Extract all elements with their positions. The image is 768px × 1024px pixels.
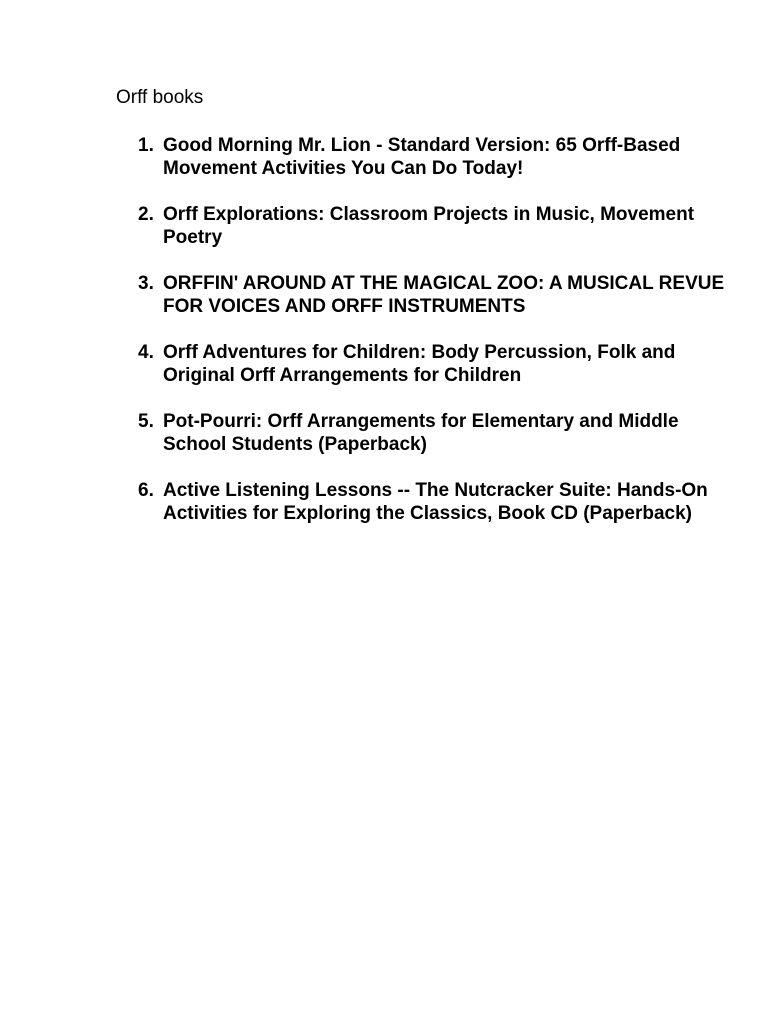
page-title: Orff books bbox=[116, 87, 204, 108]
book-list bbox=[138, 135, 738, 548]
list-item-number: 2. bbox=[138, 204, 154, 225]
list-item-title: Active Listening Lessons -- The Nutcracker Suite: Hands-On Activities for Exploring the Classics, Book CD (Paperback) bbox=[163, 480, 708, 524]
list-item bbox=[138, 135, 738, 180]
list-item bbox=[138, 204, 738, 249]
list-item bbox=[138, 411, 738, 456]
list-item-number: 6. bbox=[138, 480, 154, 501]
list-item-number: 5. bbox=[138, 411, 154, 432]
list-item-number: 1. bbox=[138, 135, 154, 156]
list-item-title: Orff Explorations: Classroom Projects in Music, Movement Poetry bbox=[163, 204, 695, 248]
list-item-number: 3. bbox=[138, 273, 154, 294]
list-item-title: Good Morning Mr. Lion - Standard Version: 65 Orff-Based Movement Activities You Can Do Today! bbox=[163, 135, 681, 179]
list-item-title: ORFFIN' AROUND AT THE MAGICAL ZOO: A MUSICAL REVUE FOR VOICES AND ORFF INSTRUMENTS bbox=[163, 273, 725, 317]
list-item-title: Orff Adventures for Children: Body Percussion, Folk and Original Orff Arrangements for Children bbox=[163, 342, 676, 386]
list-item bbox=[138, 342, 738, 387]
list-item bbox=[138, 480, 738, 525]
list-item bbox=[138, 273, 738, 318]
list-item-title: Pot-Pourri: Orff Arrangements for Elementary and Middle School Students (Paperback) bbox=[163, 411, 679, 455]
list-item-number: 4. bbox=[138, 342, 154, 363]
